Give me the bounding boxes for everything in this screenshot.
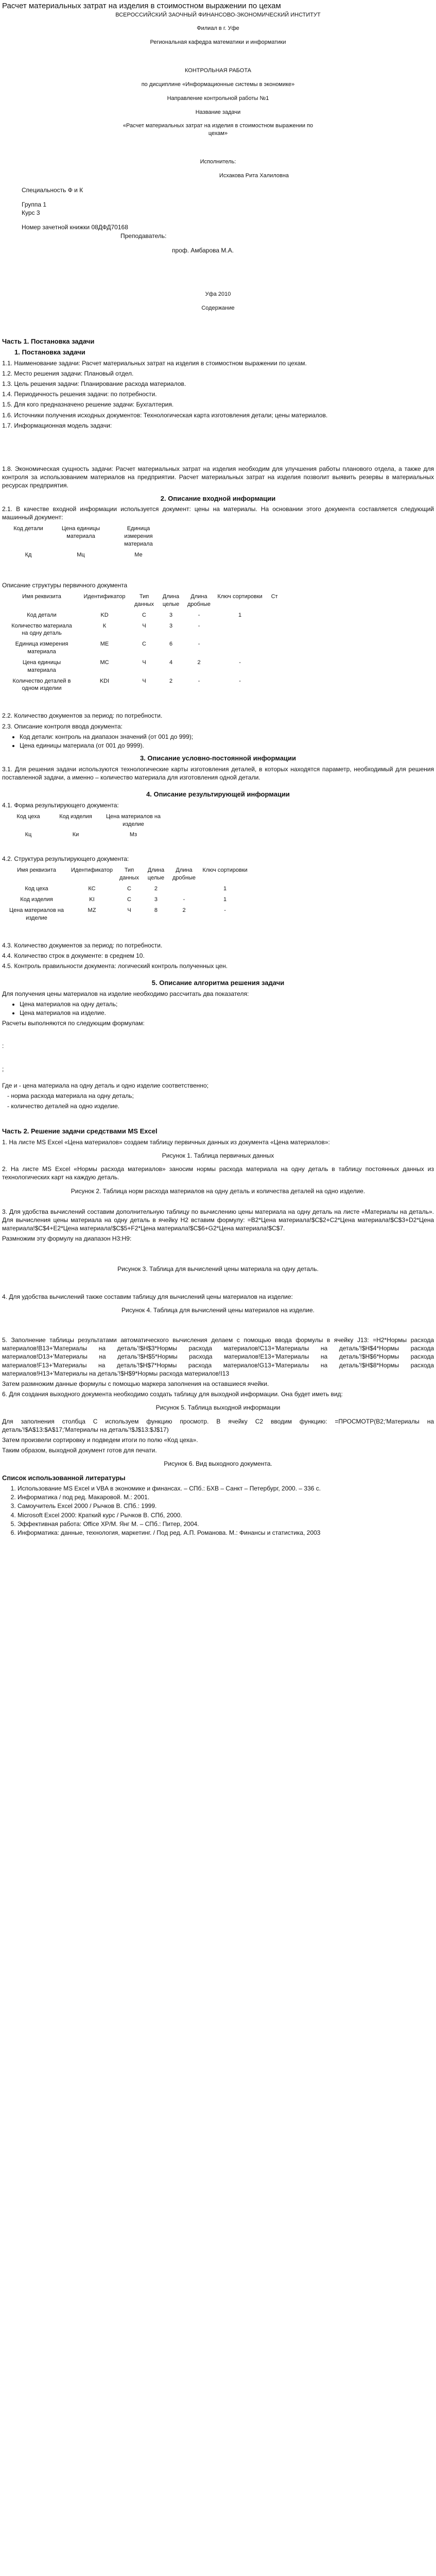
table-cell: 1	[238, 612, 242, 618]
table-cell: Ч	[127, 907, 131, 913]
list-item: 5. Эффективная работа: Office XP/М. Янг М. – СПб.: Питер, 2004.	[18, 1520, 434, 1528]
table-header: Ключ сортировки	[217, 594, 263, 600]
table-cell: Цена материалов на изделие	[9, 907, 64, 921]
item-4-4: 4.4. Количество строк в документе: в среднем 10.	[2, 952, 145, 959]
input-document-table	[7, 523, 165, 560]
table-cell: -	[198, 641, 200, 648]
table-cell: MZ	[88, 907, 96, 913]
table-cell: -	[239, 659, 241, 666]
table-cell: 3	[169, 612, 173, 618]
table-header: Длина дробные	[172, 867, 196, 882]
item-1-6: 1.6. Источники получения исходных документов: Технологическая карта изготовления детали; цены материалов.	[2, 411, 328, 419]
table-cell	[214, 639, 266, 657]
list-item: • Код детали: контроль на диапазон значений (от 001 до 999);	[20, 733, 434, 741]
table-cell: Количество материала на одну деталь	[11, 622, 72, 637]
branch-name: Филиал в г. Уфе	[197, 25, 239, 32]
item-2-1: 2.1. В качестве входной информации используется документ: цены на материалы. На основании этого документа составляется следующий машинный документ:	[2, 505, 434, 521]
work-direction: Направление контрольной работы №1	[167, 95, 269, 101]
item-1-2: 1.2. Место решения задачи: Плановый отдел.	[2, 369, 134, 377]
list-item: 4. Microsoft Excel 2000: Краткий курс / Рычков В. СПб, 2000.	[18, 1511, 434, 1519]
step-4: 4. Для удобства вычислений также составим таблицу для вычислений цены материалов на изделие:	[2, 1293, 293, 1300]
structure1-title: Описание структуры первичного документа	[2, 581, 128, 589]
list-item: • Цена единицы материала (от 001 до 9999).	[20, 741, 434, 750]
indicators-list	[11, 1000, 434, 1017]
table-cell: С	[127, 886, 131, 892]
table-header: Идентификатор	[83, 594, 126, 600]
result-structure-table	[5, 865, 251, 923]
table-cell: KI	[89, 896, 95, 903]
literature-heading: Список использованной литературы	[2, 1473, 126, 1482]
step-7: Для заполнения столбца С используем функцию просмотр. В ячейку С2 вводим функцию: =ПРОСМОТР(B2;'Материалы на деталь'!$A$13:$A$17;'Материалы на деталь'!$J$13:$J$17)	[2, 1417, 434, 1433]
course: Курс 3	[22, 209, 40, 217]
table-cell: Код изделия	[20, 896, 53, 903]
formula-mark: :	[2, 1042, 4, 1050]
table-cell: 6	[169, 641, 173, 648]
result-header-product-code: Код изделия	[59, 813, 92, 820]
figure-3-caption: Рисунок 3. Таблица для вычислений цены материала на одну деталь.	[117, 1265, 319, 1273]
table-cell: Количество деталей в одном изделии	[12, 677, 71, 692]
table-cell	[266, 657, 283, 676]
figure-5-caption: Рисунок 5. Таблица выходной информации	[155, 1404, 281, 1412]
list-item: 1. Использование MS Excel и VBA в экономике и финансах. – СПб.: БХВ – Санкт – Петербург, 2000. – 336 с.	[18, 1484, 434, 1493]
list-item: • Цена материалов на изделие.	[20, 1009, 434, 1017]
table-cell	[214, 621, 266, 639]
formula-where-item: - норма расхода материала на одну деталь;	[7, 1092, 134, 1099]
table-cell	[266, 639, 283, 657]
result-document-table	[7, 811, 165, 841]
formula-where-item: - количество деталей на одно изделие.	[7, 1103, 120, 1110]
item-1-7: 1.7. Информационная модель задачи:	[2, 421, 112, 429]
table-row	[5, 610, 283, 621]
table-cell: КС	[88, 886, 96, 892]
step-3: 3. Для удобства вычислений составим дополнительную таблицу по вычислению цены материала на одну деталь на листе «Материалы на деталь». Для вычисления цены материала на одну деталь в ячейку H2 вставим формулу: =В2*Цена материала!$C$2+C2*Цена материала!$C$3+D2*Цена материала!$C$4+E2*Цена материала!$C$5+F2*Цена материала!$C$6+G2*Цена материала!$C$7.	[2, 1208, 434, 1232]
table-cell: 3	[169, 622, 173, 629]
section2-heading: 2. Описание входной информации	[160, 494, 276, 502]
discipline: по дисциплине «Информационные системы в экономике»	[141, 81, 295, 88]
table-cell: 1	[223, 886, 227, 892]
table-cell	[266, 621, 283, 639]
result-header-material-cost: Цена материалов на изделие	[106, 813, 161, 827]
table-cell: 2	[154, 886, 158, 892]
table-row	[5, 905, 251, 924]
table-cell: -	[239, 677, 241, 684]
figure-6-caption: Рисунок 6. Вид выходного документа.	[164, 1460, 272, 1468]
table-cell: 2	[197, 659, 201, 666]
result-structure-header-row	[5, 865, 251, 884]
table-cell: -	[198, 622, 200, 629]
table-cell: С	[142, 641, 146, 648]
table-cell: Код детали	[27, 612, 57, 618]
step-1: 1. На листе MS Excel «Цена материалов» создаем таблицу первичных данных из документа «Цена материалов»:	[2, 1138, 330, 1146]
specialty: Специальность Ф и К	[22, 186, 83, 194]
formula-mark: ;	[2, 1065, 4, 1073]
table-cell: 4	[169, 659, 173, 666]
table-cell	[266, 676, 283, 694]
table-cell: 2	[169, 677, 173, 684]
table-of-contents-heading: Содержание	[201, 304, 235, 311]
table-cell: 2	[182, 907, 186, 913]
table-header: Длина целые	[147, 867, 165, 882]
table-header: Тип данных	[119, 867, 139, 882]
executor-name: Исхакова Рита Халиловна	[219, 172, 289, 179]
item-1-5: 1.5. Для кого предназначено решение задачи: Бухгалтерия.	[2, 401, 174, 409]
figure-4-caption: Рисунок 4. Таблица для вычислений цены материалов на изделие.	[121, 1306, 315, 1314]
table-cell: 3	[154, 896, 158, 903]
table-cell: KDI	[99, 677, 110, 684]
section3-heading: 3. Описание условно-постоянной информации	[139, 754, 297, 762]
table-header: Длина целые	[162, 594, 180, 607]
table-cell: МС	[100, 659, 109, 666]
table-cell: Цена единицы материала	[22, 659, 61, 673]
table-header: Ключ сортировки	[202, 867, 248, 874]
info-model-placeholder	[2, 432, 434, 463]
table-row	[5, 884, 251, 894]
figure-2-caption: Рисунок 2. Таблица норм расхода материалов на одну деталь и количества деталей на одно изделие.	[71, 1187, 365, 1195]
table-cell: 1	[223, 896, 227, 903]
table-cell: С	[142, 612, 146, 618]
table-row	[5, 621, 283, 639]
section4-heading: 4. Описание результирующей информации	[146, 790, 290, 798]
table-cell: -	[198, 677, 200, 684]
table-row	[5, 676, 283, 694]
table-cell: С	[127, 896, 131, 903]
list-item: 3. Самоучитель Excel 2000 / Рычков В. СПб.: 1999.	[18, 1502, 434, 1510]
table-header: Тип данных	[134, 594, 154, 607]
step-8: Затем произвели сортировку и подведем итоги по полю «Код цеха».	[2, 1436, 198, 1444]
step-9: Таким образом, выходной документ готов для печати.	[2, 1447, 157, 1454]
table-header: Идентификатор	[71, 867, 113, 874]
teacher-label: Преподаватель:	[120, 232, 167, 240]
table-cell: К	[102, 622, 107, 629]
table-header: Ст	[271, 594, 278, 600]
topic-title: «Расчет материальных затрат на изделия в стоимостном выражении по цехам»	[123, 123, 313, 137]
input-symbol-part-code: Кд	[25, 552, 32, 558]
step-5-continuation: Затем размножим данные формулы с помощью маркера заполнения на оставшиеся ячейки.	[2, 1380, 269, 1388]
step-5: 5. Заполнение таблицы результатами автоматического вычисления делаем с помощью ввода формулы в ячейку J13: =H2*Нормы расхода материалов!B13+'Материалы на деталь'!$H$3*Нормы расхода материалов!C13+'Материалы на деталь'!$H$4*Нормы расхода материалов!D13+'Материалы на деталь'!$H$5*Нормы расхода материалов!E13+'Материалы на деталь'!$H$6*Нормы расхода материалов!F13+'Материалы на деталь'!$H$7*Нормы расхода материалов!G13+'Материалы на деталь'!$H$8*Нормы расхода материалов!H13+'Материалы на деталь'!$H$9*Нормы расхода материалов!I13	[2, 1336, 434, 1377]
formulas-intro: Расчеты выполняются по следующим формулам:	[2, 1020, 145, 1027]
list-item: 6. Информатика: данные, технология, маркетинг. / Под ред. А.П. Романова. М.: Финансы и статистика, 2003	[18, 1529, 434, 1537]
table-row	[5, 657, 283, 676]
table-cell	[266, 610, 283, 621]
document-title: Расчет материальных затрат на изделия в стоимостном выражении по цехам	[2, 2, 281, 10]
item-2-3: 2.3. Описание контроля ввода документа:	[2, 722, 123, 730]
step-2: 2. На листе MS Excel «Нормы расхода материалов» заносим нормы расхода материала на одну деталь в таблицу постоянных данных из технологических карт на каждую деталь.	[2, 1165, 434, 1181]
item-4-2: 4.2. Структура результирующего документа:	[2, 855, 129, 863]
result-symbol-product-code: Ки	[72, 832, 79, 838]
item-1-1: 1.1. Наименование задачи: Расчет материальных затрат на изделия в стоимостном выражении по цехам.	[2, 359, 307, 367]
table-cell: Ч	[142, 677, 146, 684]
table-cell: Код цеха	[25, 886, 48, 892]
list-item: • Цена материалов на одну деталь;	[20, 1000, 434, 1008]
city-year: Уфа 2010	[205, 291, 231, 297]
table-header: Имя реквизита	[22, 594, 61, 600]
part2-heading: Часть 2. Решение задачи средствами MS Excel	[2, 1127, 158, 1136]
step-6: 6. Для создания выходного документа необходимо создать таблицу для выходной информации. Она будет иметь вид:	[2, 1391, 343, 1398]
table-cell: KD	[100, 612, 109, 618]
primary-structure-header-row	[5, 591, 283, 610]
table-cell: Ч	[142, 659, 146, 666]
step-3-continuation: Размножим эту формулу на диапазон H3:H9:	[2, 1235, 132, 1243]
primary-structure-table	[5, 591, 283, 694]
table-cell: Единица измерения материала	[15, 641, 68, 655]
table-cell: МЕ	[100, 641, 109, 648]
result-symbol-shop-code: Кц	[25, 832, 32, 838]
input-header-unit-price: Цена единицы материала	[61, 526, 100, 540]
table-row	[5, 894, 251, 905]
algorithm-intro: Для получения цены материалов на изделие необходимо рассчитать два показателя:	[2, 990, 249, 997]
department-name: Региональная кафедра математики и информатики	[150, 39, 286, 46]
list-item: 2. Информатика / под ред. Макаровой. М.: 2001.	[18, 1493, 434, 1501]
item-1-3: 1.3. Цель решения задачи: Планирование расхода материалов.	[2, 380, 186, 388]
table-cell	[169, 884, 199, 894]
item-1-4: 1.4. Периодичность решения задачи: по потребности.	[2, 391, 157, 398]
part1-heading: Часть 1. Постановка задачи	[2, 337, 95, 345]
input-control-list	[11, 733, 434, 750]
input-header-unit-measure: Единица измерения материала	[124, 526, 153, 548]
record-book-number: Номер зачетной книжки 08ДФД70168	[22, 224, 128, 231]
item-1-8: 1.8. Экономическая сущность задачи: Расчет материальных затрат на изделия необходим для улучшения работы планового отдела, а также для контроля за использованием материалов на предприятии. Расчет материальных затрат на изделия позволит выявить резервы в материальных ресурсах предприятия.	[2, 465, 434, 489]
table-cell: -	[183, 896, 185, 903]
section5-heading: 5. Описание алгоритма решения задачи	[151, 979, 285, 987]
item-2-2: 2.2. Количество документов за период: по потребности.	[2, 712, 163, 720]
institution-name: ВСЕРОССИЙСКИЙ ЗАОЧНЫЙ ФИНАНСОВО-ЭКОНОМИЧЕСКИЙ ИНСТИТУТ	[115, 11, 321, 18]
table-row	[5, 639, 283, 657]
table-header: Имя реквизита	[17, 867, 56, 874]
result-symbol-material-cost: Мз	[129, 832, 137, 838]
section1-heading: 1. Постановка задачи	[14, 348, 85, 357]
topic-label: Название задачи	[195, 109, 241, 115]
item-4-3: 4.3. Количество документов за период: по потребности.	[2, 941, 163, 949]
input-symbol-unit-price: Мц	[77, 552, 85, 558]
executor-label: Исполнитель:	[200, 159, 236, 165]
table-cell: -	[198, 612, 200, 618]
result-header-shop-code: Код цеха	[16, 813, 40, 820]
item-4-5: 4.5. Контроль правильности документа: логический контроль полученных цен.	[2, 962, 228, 970]
formula-where: Где и - цена материала на одну деталь и одно изделие соответственно;	[2, 1081, 209, 1089]
group: Группа 1	[22, 200, 47, 208]
work-type: КОНТРОЛЬНАЯ РАБОТА	[184, 67, 252, 74]
item-4-1: 4.1. Форма результирующего документа:	[2, 801, 119, 809]
figure-1-caption: Рисунок 1. Таблица первичных данных	[162, 1152, 274, 1160]
teacher-name: проф. Амбарова М.А.	[172, 246, 234, 254]
table-cell: -	[224, 907, 226, 913]
table-cell: Ч	[142, 622, 146, 629]
table-header: Длина дробные	[187, 594, 211, 607]
input-header-part-code: Код детали	[13, 526, 43, 532]
literature-list	[7, 1484, 434, 1537]
input-symbol-unit-measure: Ме	[134, 552, 143, 558]
table-cell: 8	[154, 907, 158, 913]
item-3-1: 3.1. Для решения задачи используются технологические карты изготовления деталей, в которых находятся параметр, необходимый для решения поставленной задачи, а именно – количество материала для изготовления одной детали.	[2, 765, 434, 781]
